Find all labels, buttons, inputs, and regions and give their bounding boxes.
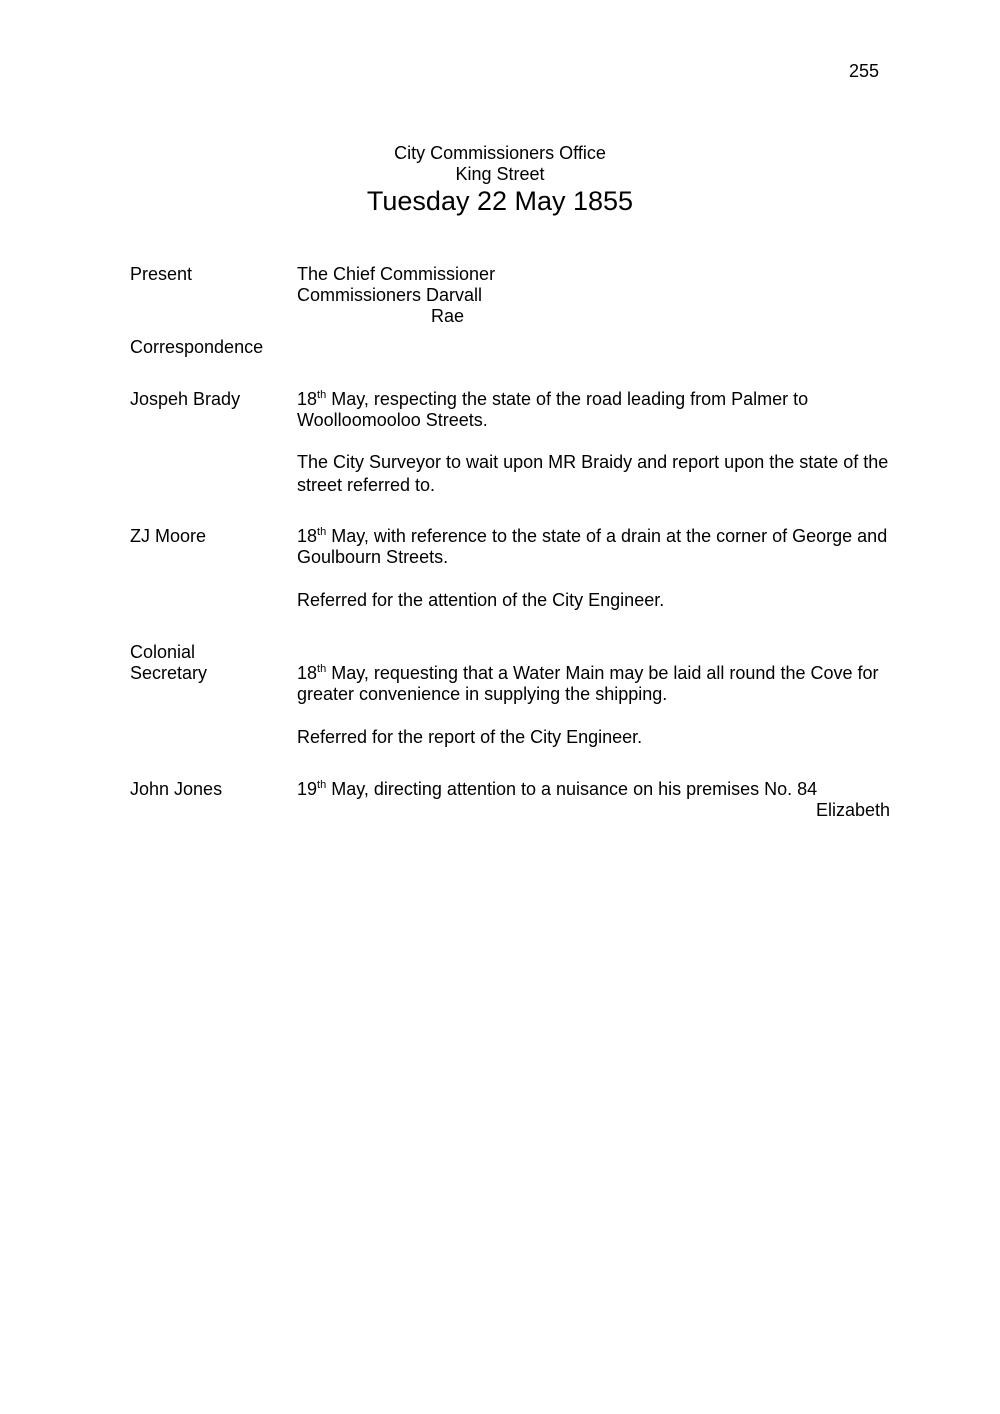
letter-text: May, directing attention to a nuisance on his premises No. 84 xyxy=(326,779,818,799)
letter-day: 18 xyxy=(297,663,318,683)
correspondent-name: Colonial xyxy=(130,642,196,662)
meeting-date: Tuesday 22 May 1855 xyxy=(366,186,634,216)
correspondence-heading: Correspondence xyxy=(130,337,264,357)
letter-summary xyxy=(297,526,917,547)
present-label: Present xyxy=(130,264,193,284)
correspondent-name: John Jones xyxy=(130,779,223,799)
office-street: King Street xyxy=(455,164,545,184)
resolution-cont: street referred to. xyxy=(297,475,436,495)
ordinal-suffix: th xyxy=(317,526,327,538)
letter-summary-cont: Goulbourn Streets. xyxy=(297,547,449,567)
catchword: Elizabeth xyxy=(815,800,890,820)
resolution: The City Surveyor to wait upon MR Braidy and report upon the state of the xyxy=(297,452,889,472)
letter-summary xyxy=(297,779,917,800)
letter-summary xyxy=(297,389,917,410)
letter-summary xyxy=(297,663,917,684)
letter-text: May, respecting the state of the road leading from Palmer to xyxy=(326,389,809,409)
letter-text: May, with reference to the state of a drain at the corner of George and xyxy=(326,526,888,546)
resolution: Referred for the attention of the City Engineer. xyxy=(297,590,665,610)
ordinal-suffix: th xyxy=(317,663,327,675)
ordinal-suffix: th xyxy=(317,389,327,401)
present-line: Commissioners Darvall xyxy=(297,285,483,305)
ordinal-suffix: th xyxy=(317,779,327,791)
resolution: Referred for the report of the City Engineer. xyxy=(297,727,643,747)
present-line: The Chief Commissioner xyxy=(297,264,496,284)
letter-day: 18 xyxy=(297,526,318,546)
letter-day: 19 xyxy=(297,779,318,799)
office-name: City Commissioners Office xyxy=(394,143,606,163)
present-line: Rae xyxy=(431,306,465,326)
page-number: 255 xyxy=(848,61,879,81)
letter-text: May, requesting that a Water Main may be laid all round the Cove for xyxy=(326,663,879,683)
letter-summary-cont: greater convenience in supplying the shipping. xyxy=(297,684,668,704)
correspondent-name-cont: Secretary xyxy=(130,663,208,683)
correspondent-name: Jospeh Brady xyxy=(130,389,241,409)
correspondent-name: ZJ Moore xyxy=(130,526,207,546)
letter-summary-cont: Woolloomooloo Streets. xyxy=(297,410,488,430)
letter-day: 18 xyxy=(297,389,318,409)
